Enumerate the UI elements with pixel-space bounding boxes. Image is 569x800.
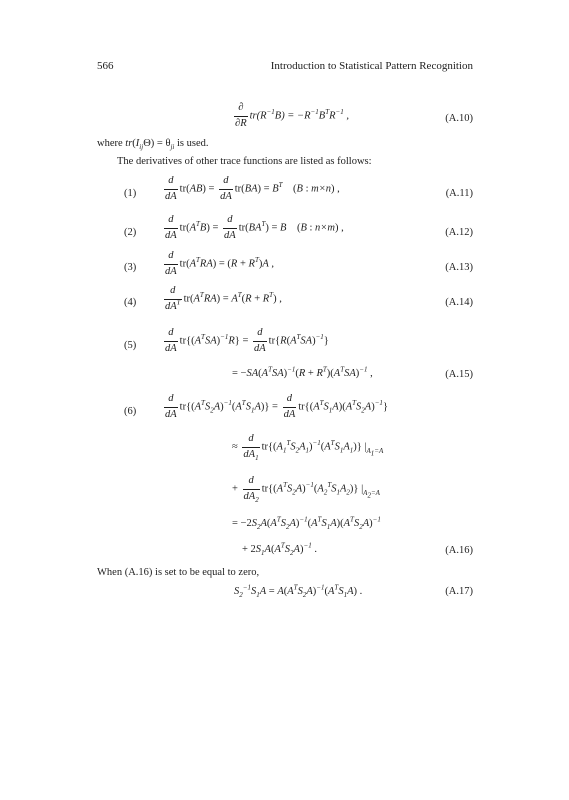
equation-a14: $\frac{d}{dA^T}$ $tr(A^TRA) = A^T(R + R^T)$ , [165,285,282,312]
equation-number: (A.12) [445,227,473,238]
item-label-1: (1) [124,188,137,199]
equation-number: (A.15) [445,369,473,380]
item-label-6: (6) [124,406,137,417]
text-where [97,138,209,152]
equation-number: (A.11) [445,188,473,199]
equation-a15-line2: = $-SA(A^TSA)^{-1}(R + R^T)(A^TSA)^{-1}$ , [232,365,373,379]
item-label-4: (4) [124,297,137,308]
equation-number: (A.10) [445,113,473,124]
item-label-3: (3) [124,262,137,273]
equation-a16-line5: + $2S_1A(A^TS_2A)^{-1}$ . [242,541,317,558]
equation-a16-line4: = $-2S_2A(A^TS_2A)^{-1}(A^TS_1A)(A^TS_2A)^{-1}$ [232,515,381,532]
equation-a13: $\frac{d}{dA}$ $tr(A^TRA) = (R + R^T)A$ , [165,250,275,277]
equation-a16-line2: ≈ $\frac{d}{dA_1}$ $tr\{(A_1^TS_2A_1)^{-1}(A^TS_1A_1)\}$ $|_{A_1=A}$ [232,433,384,462]
equation-number: (A.16) [445,545,473,556]
equation-a12: $\frac{d}{dA}$ $tr(A^TB)$ = $\frac{d}{dA}$ $tr(BA^T) = B$ (B : n×m) , [165,214,344,241]
equation-number: (A.14) [445,297,473,308]
where-text: where $tr(I_{ij}\Theta) = \theta_{ji}$ is used. [97,138,209,152]
item-label-5: (5) [124,340,137,351]
equation-a16-line1: $\frac{d}{dA}$ $tr\{(A^TS_2A)^{-1}(A^TS_1A)\}$ = $\frac{d}{dA}$ $tr\{(A^TS_1A)(A^TS_2A)^{-1}\}$ [165,393,388,420]
text-derivatives: The derivatives of other trace functions are listed as follows: [117,156,372,167]
equation-a17: $S_2^{-1}S_1A = A(A^TS_2A)^{-1}(A^TS_1A)$ . [234,583,363,600]
equation-number: (A.13) [445,262,473,273]
equation-a10: $\frac{\partial}{\partial R}$ $tr(R^{-1}B) = -R^{-1}B^TR^{-1}$ , [235,102,349,129]
equation-a15-line1: $\frac{d}{dA}$ $tr\{(A^TSA)^{-1}R\}$ = $\frac{d}{dA}$ $tr\{R(A^TSA)^{-1}\}$ [165,327,329,354]
equation-a11: $\frac{d}{dA}$ tr(AB) = $\frac{d}{dA}$ $tr(BA) = B^T$ (B : m×n) , [165,175,340,202]
equation-number: (A.17) [445,586,473,597]
equation-a16-line3: + $\frac{d}{dA_2}$ $tr\{(A^TS_2A)^{-1}(A_2^TS_1A_2)\}$ $|_{A_2=A}$ [232,475,380,504]
text-when: When (A.16) is set to be equal to zero, [97,567,260,578]
page-number: 566 [97,60,114,72]
running-title: Introduction to Statistical Pattern Recognition [270,60,473,72]
item-label-2: (2) [124,227,137,238]
